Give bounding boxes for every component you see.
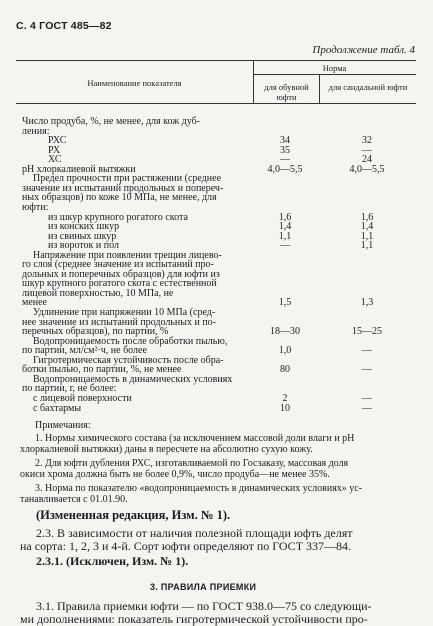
table-cell-sandal: —: [362, 392, 372, 404]
paragraph-3-1-line-1: 3.1. Правила приемки юфти — по ГОСТ 938.0—75 со следующи-: [36, 599, 372, 613]
table-row-label: ботки пылью, по партии, %, не менее: [22, 364, 182, 376]
table-cell-sandal: 1,3: [360, 297, 374, 309]
table-row-label: из шкур крупного рогатого скота: [48, 211, 188, 223]
table-row-label: Гигротермическая устойчивость после обра-: [33, 354, 224, 366]
table-row-label: Предел прочности при растяжении (среднее: [33, 173, 222, 185]
norm-header-rule: [253, 74, 416, 75]
table-row-label: по партии, мл/см²·ч, не более: [22, 345, 147, 357]
table-cell-shoe: 1,4: [278, 221, 292, 233]
sandal-column-header: для сандальной юфти: [328, 82, 408, 92]
table-cell-sandal: 1,1: [360, 240, 374, 252]
table-cell-sandal: 24: [362, 154, 372, 166]
table-cell-sandal: 15—25: [352, 326, 382, 338]
table-cell-shoe: 1,0: [278, 345, 292, 357]
table-row-label: менее: [22, 297, 47, 309]
note-3-line-1: 3. Норма по показателю «водопроницаемость в динамических условиях» ус-: [35, 483, 363, 494]
notes-title: Примечания:: [35, 420, 91, 431]
table-cell-shoe: 18—30: [270, 326, 300, 338]
note-3-line-2: танавливается с 01.01.90.: [20, 494, 128, 505]
table-row-label: Удлинение при напряжении 10 МПа (сред-: [33, 307, 216, 318]
table-row-label: РХ: [48, 144, 61, 156]
table-row-label: с бахтармы: [33, 402, 82, 414]
table-row-label: РХС: [48, 135, 67, 147]
table-cell-shoe: 80: [280, 364, 290, 376]
table-cell-sandal: —: [362, 345, 372, 357]
table-continuation-label: Продолжение табл. 4: [312, 44, 415, 56]
table-cell-shoe: 34: [280, 135, 290, 147]
table-row-label: по партии, г, не более:: [22, 383, 117, 395]
note-2-line-2: окиси хрома должна быть не более 0,9%, число продуба—не менее 35%.: [20, 469, 330, 480]
note-2-line-1: 2. Для юфти дубления РХС, изготавливаемой по Госзаказу, массовая доля: [35, 458, 349, 469]
table-cell-shoe: 35: [280, 144, 290, 156]
table-cell-shoe: 2: [282, 392, 288, 404]
table-row-label: Водопроницаемость в динамических условиях: [33, 373, 233, 385]
paragraph-2-3-line-2: на сорта: 1, 2, 3 и 4-й. Сорт юфти определяют по ГОСТ 337—84.: [20, 539, 352, 553]
table-row-label: юфти:: [22, 201, 49, 213]
table-cell-shoe: 4,0—5,5: [267, 163, 303, 175]
table-cell-shoe: 10: [280, 402, 290, 414]
table-row-label: го слоя (среднее значение из испытаний про-: [22, 259, 214, 271]
header-bottom-rule: [16, 103, 416, 104]
table-cell-sandal: 32: [362, 135, 372, 147]
table-cell-shoe: 1,5: [278, 297, 292, 309]
table-cell-shoe: 1,1: [278, 230, 292, 242]
table-cell-sandal: 4,0—5,5: [349, 163, 385, 175]
paragraph-2-3-1: 2.3.1. (Исключен, Изм. № 1).: [36, 554, 189, 568]
table-cell-sandal: —: [362, 364, 372, 376]
table-row-label: Водопроницаемость после обработки пылью,: [33, 335, 228, 347]
table-row-label: Напряжение при появлении трещин лицево-: [33, 249, 222, 261]
table-cell-sandal: —: [362, 402, 372, 414]
table-row-label: ления:: [22, 125, 50, 137]
paragraph-2-3-line-1: 2.3. В зависимости от наличия полезной площади юфть делят: [36, 526, 353, 540]
table-row-label: с лицевой поверхности: [33, 392, 132, 404]
paragraph-3-1-line-2: ми дополнениями: показатель гигротермической устойчивости про-: [20, 612, 368, 626]
section-title: 3. ПРАВИЛА ПРИЕМКИ: [150, 582, 257, 592]
amendment-note: (Измененная редакция, Изм. № 1).: [36, 508, 231, 522]
table-cell-sandal: 1,1: [360, 230, 374, 242]
table-cell-shoe: —: [280, 154, 290, 166]
table-cell-sandal: 1,4: [360, 221, 374, 233]
table-top-rule: [16, 60, 416, 61]
shoe-column-header: для обувной юфти: [264, 82, 309, 102]
indicator-column-header: Наименование показателя: [87, 78, 182, 88]
table-cell-shoe: —: [280, 240, 290, 252]
table-row-label: лицевой поверхностью, 10 МПа, не: [22, 287, 174, 299]
norm-column-header: Норма: [322, 63, 347, 73]
note-1-line-1: 1. Нормы химического состава (за исключением массовой доли влаги и рН: [35, 433, 355, 444]
table-row-label: рН хлоркалиевой вытяжки: [22, 163, 136, 175]
table-row-label: Число продуба, %, не менее, для кож дуб-: [22, 116, 201, 127]
table-cell-sandal: 1,6: [360, 211, 374, 223]
table-row-label: ХС: [48, 154, 62, 166]
table-cell-shoe: 1,6: [278, 211, 292, 223]
page-header: С. 4 ГОСТ 485—82: [16, 20, 112, 32]
table-row-label: значение из испытаний продольных и попереч-: [22, 182, 224, 194]
table-row-label: дольных и поперечных образцов) для юфти из: [22, 268, 220, 280]
table-row-label: нее значение из испытаний продольных и по-: [22, 316, 216, 328]
table-cell-sandal: —: [362, 144, 372, 156]
table-row-label: из свиных шкур: [48, 230, 117, 242]
table-row-label: из вороток и пол: [48, 240, 119, 252]
note-1-line-2: хлоркалиевой вытяжки) даны в пересчете на абсолютно сухую кожу.: [20, 444, 313, 455]
table-row-label: из конских шкур: [48, 221, 120, 233]
table-row-label: ных образцов) по коже 10 МПа, не менее, для: [22, 192, 217, 204]
table-row-label: перечных образцов), по партии, %: [22, 326, 169, 338]
table-row-label: шкур крупного рогатого скота с естественной: [22, 278, 217, 290]
